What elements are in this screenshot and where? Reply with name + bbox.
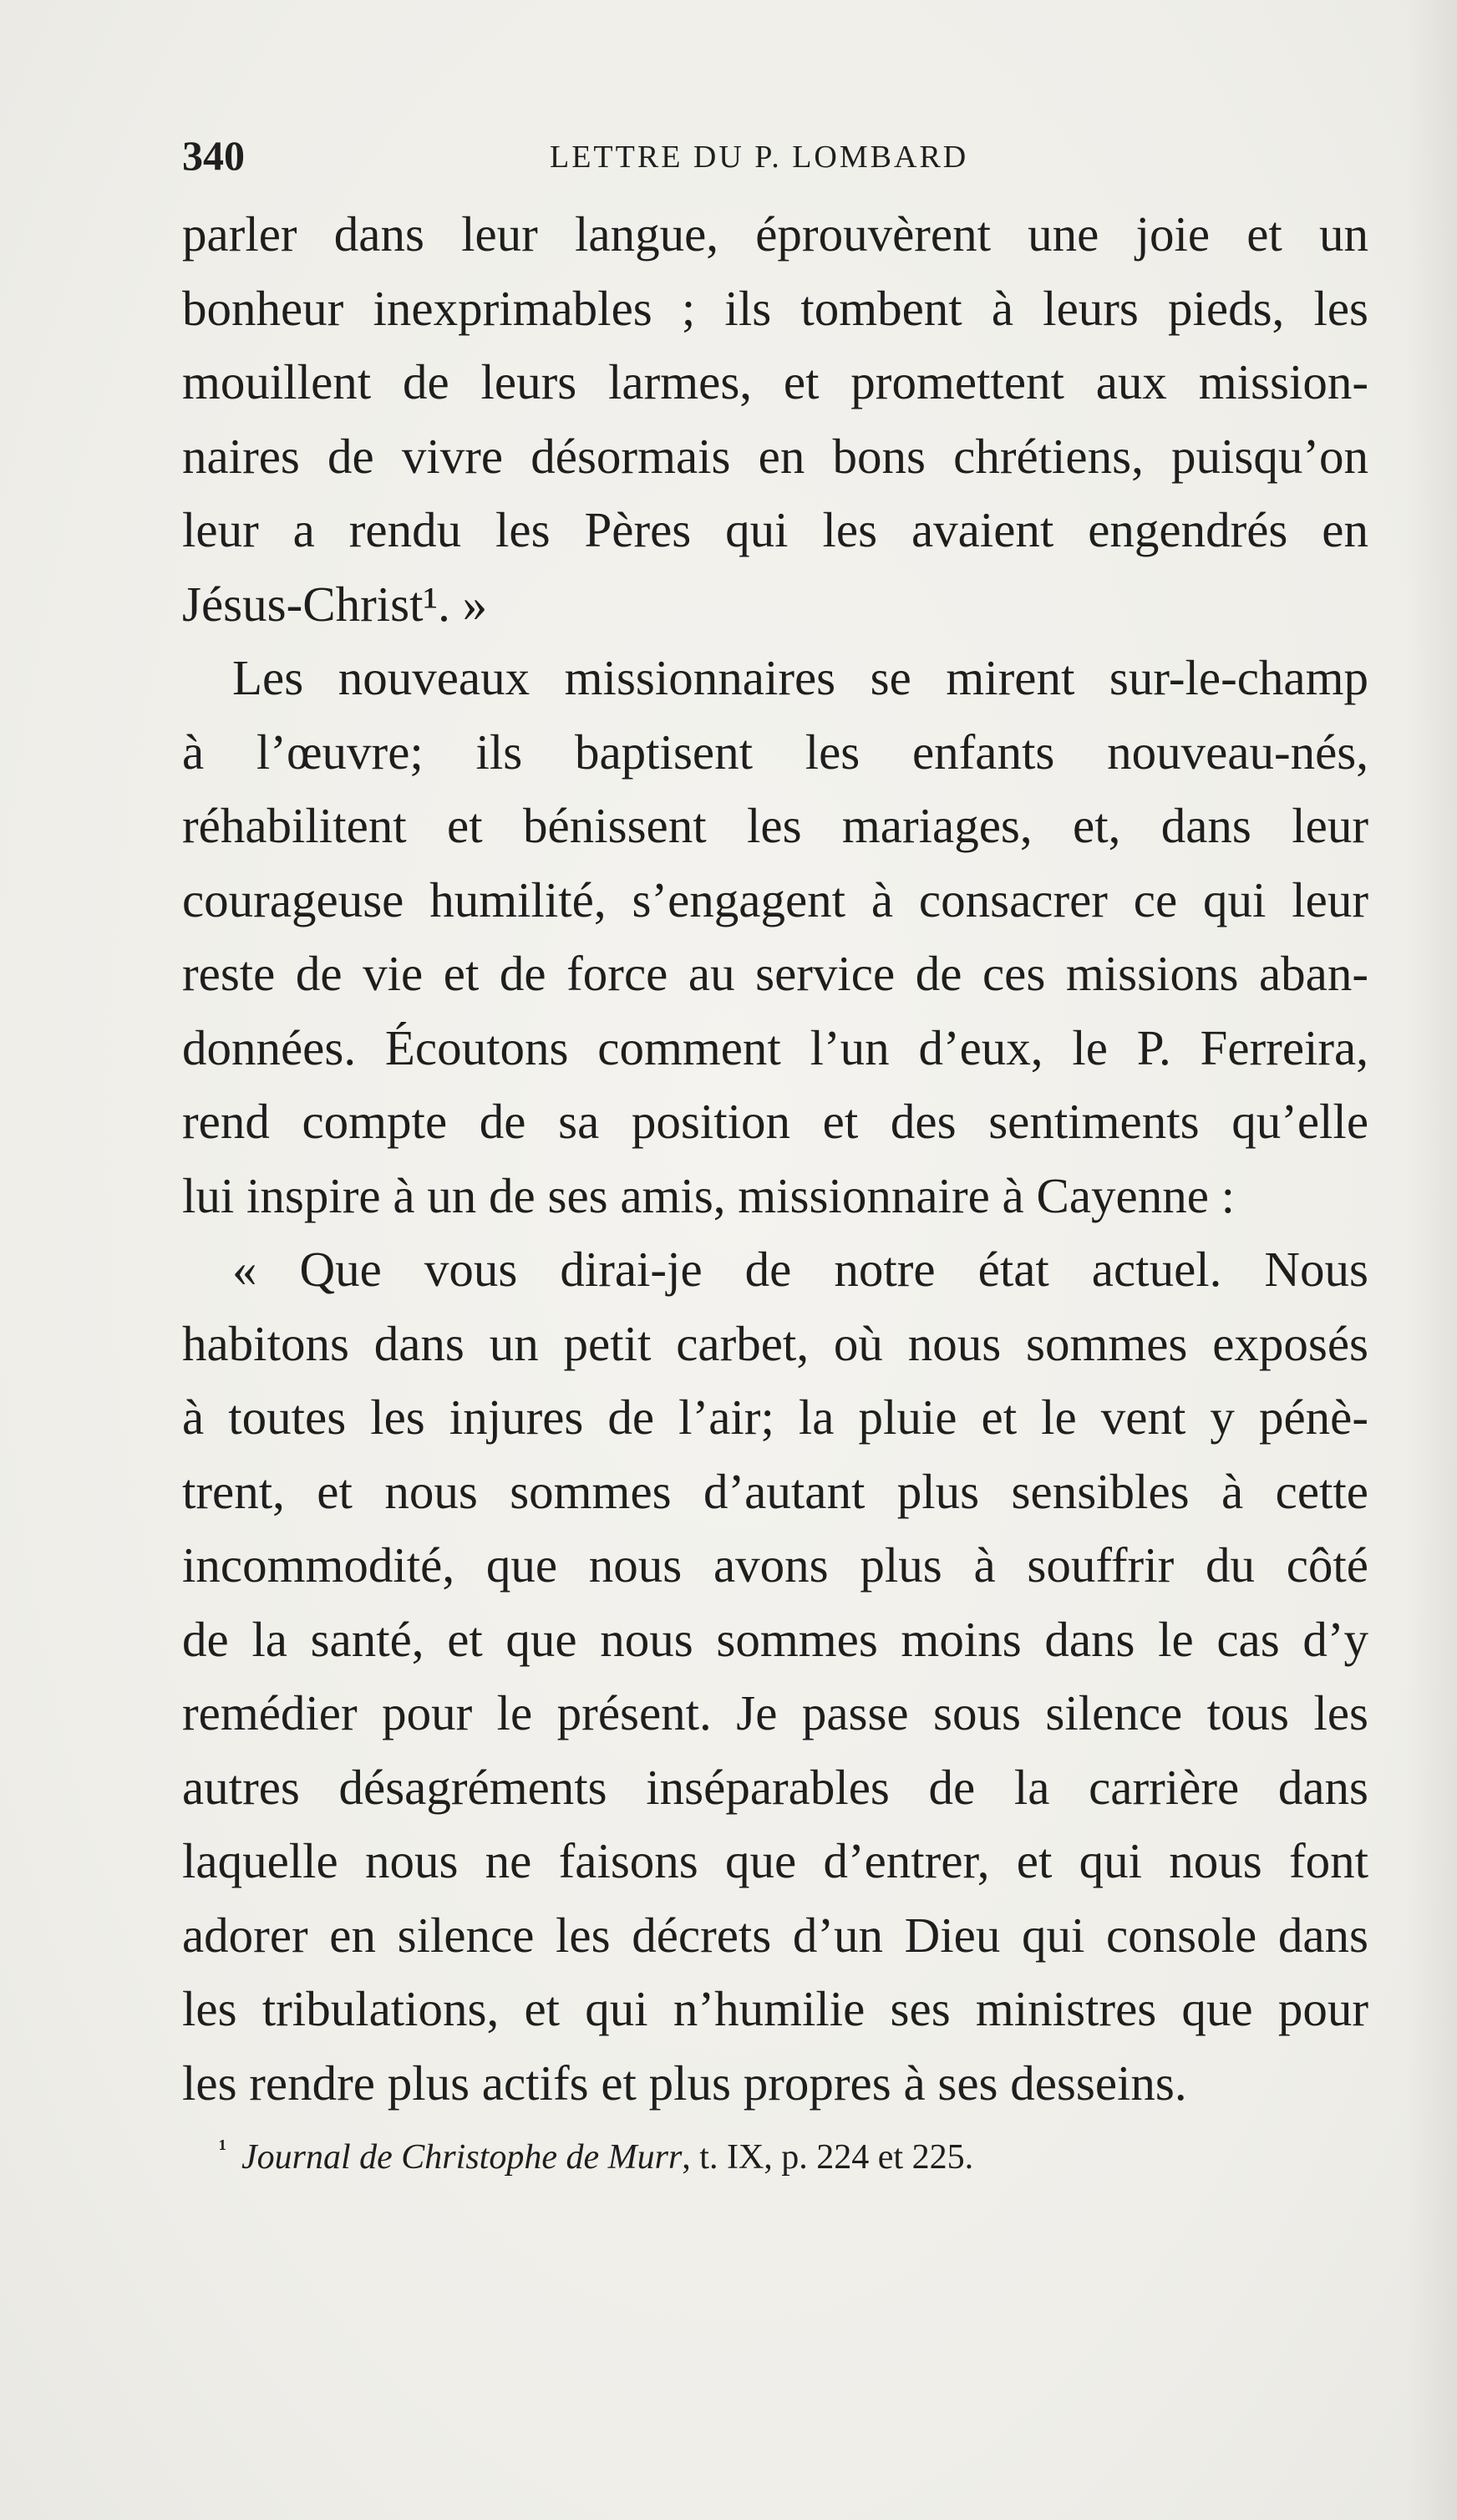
text-line: naires de vivre désormais en bons chrétiens, puisqu’on <box>182 428 1368 484</box>
text-line: données. Écoutons comment l’un d’eux, le P. Ferreira, <box>182 1019 1368 1075</box>
text-line: adorer en silence les décrets d’un Dieu qui console dans <box>182 1907 1368 1963</box>
text-line: laquelle nous ne faisons que d’entrer, et qui nous font <box>182 1833 1368 1888</box>
text-line: Jésus-Christ¹. » <box>182 576 488 632</box>
text-line: réhabilitent et bénissent les mariages, et, dans leur <box>182 798 1368 853</box>
text-line: parler dans leur langue, éprouvèrent une joie et un <box>182 206 1368 262</box>
text-line: les rendre plus actifs et plus propres à ses desseins. <box>182 2055 1187 2111</box>
text-line: trent, et nous sommes d’autant plus sensibles à cette <box>182 1463 1368 1519</box>
text-line: les tribulations, et qui n’humilie ses ministres que pour <box>182 1981 1368 2036</box>
text-line: reste de vie et de force au service de ces missions aban- <box>182 946 1368 1001</box>
body-text <box>182 197 1368 2120</box>
text-line: rend compte de sa position et des sentiments qu’elle <box>182 1094 1368 1149</box>
text-line: incommodité, que nous avons plus à souffrir du côté <box>182 1537 1368 1593</box>
paragraph-2 <box>182 641 1368 1232</box>
footnote-source-title: Journal de Christophe de Murr <box>241 2138 683 2177</box>
page-number: 340 <box>182 132 245 179</box>
running-title: LETTRE DU P. LOMBARD <box>550 140 969 175</box>
text-line: courageuse humilité, s’engagent à consacrer ce qui leur <box>182 871 1368 927</box>
page-edge-shadow <box>1407 0 1457 2520</box>
paragraph-1 <box>182 197 1368 641</box>
text-line: leur a rendu les Pères qui les avaient engendrés en <box>182 502 1368 557</box>
text-line: habitons dans un petit carbet, où nous sommes exposés <box>182 1315 1368 1371</box>
text-line: mouillent de leurs larmes, et promettent aux mission- <box>182 354 1368 409</box>
text-line: à l’œuvre; ils baptisent les enfants nouveau-nés, <box>182 724 1368 780</box>
text-line: Les nouveaux missionnaires se mirent sur-le-champ <box>232 650 1368 705</box>
text-line: à toutes les injures de l’air; la pluie et le vent y pénè- <box>182 1390 1368 1445</box>
running-head <box>182 129 1368 182</box>
footnote-mark: ¹ <box>219 2135 226 2162</box>
paragraph-3-quotation <box>182 1232 1368 2120</box>
text-line: lui inspire à un de ses amis, missionnaire à Cayenne : <box>182 1167 1236 1223</box>
text-line: autres désagréments inséparables de la carrière dans <box>182 1759 1368 1815</box>
footnote-reference: , t. IX, p. 224 et 225. <box>682 2138 974 2177</box>
text-line: « Que vous dirai-je de notre état actuel. Nous <box>232 1242 1368 1297</box>
text-line: remédier pour le présent. Je passe sous silence tous les <box>182 1685 1368 1740</box>
footnote <box>219 2124 1305 2182</box>
text-line: bonheur inexprimables ; ils tombent à leurs pieds, les <box>182 280 1368 336</box>
text-line: de la santé, et que nous sommes moins dans le cas d’y <box>182 1611 1368 1667</box>
